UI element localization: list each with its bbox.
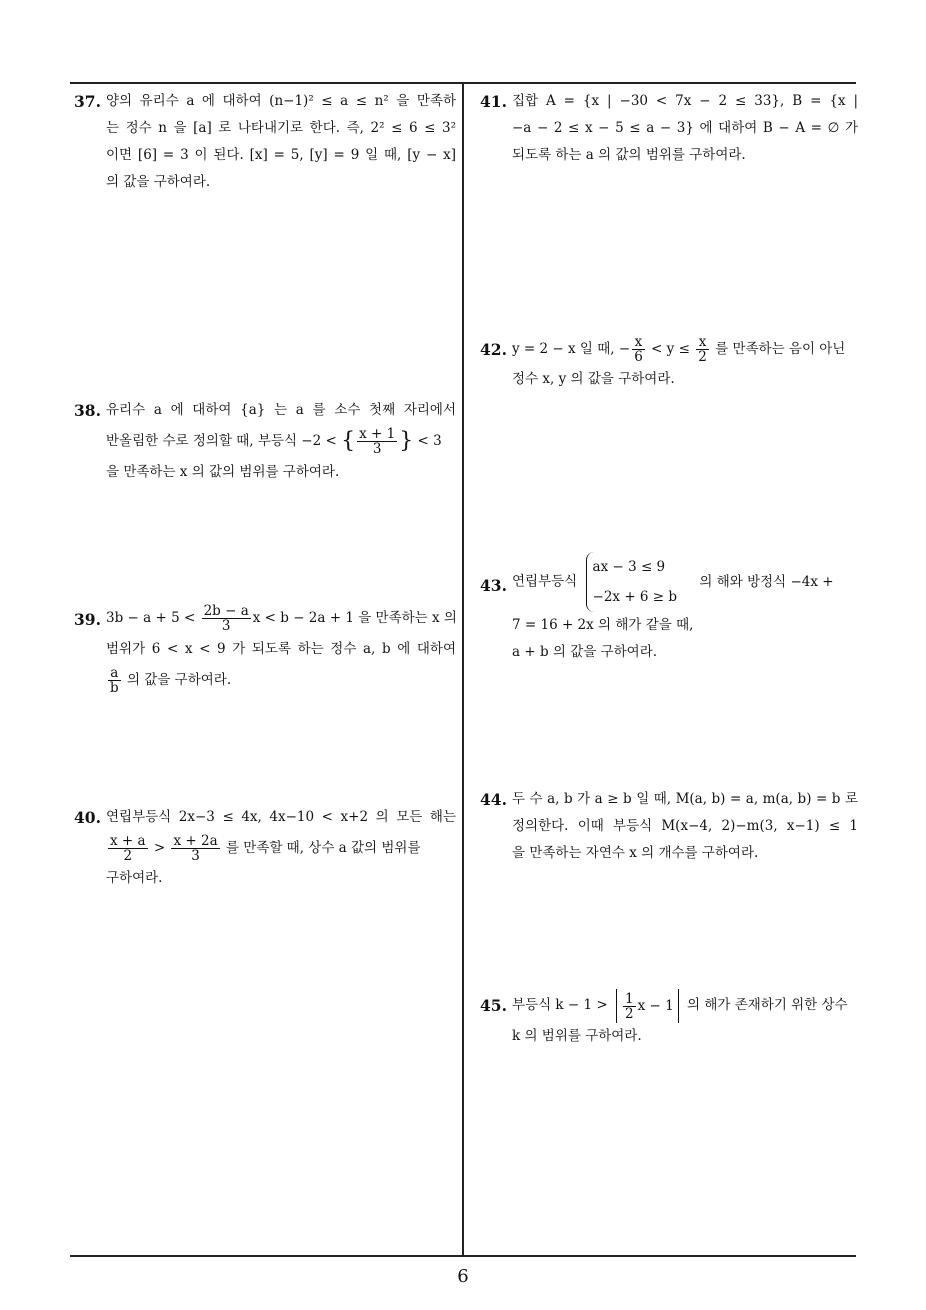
problem-text: 의 값을 구하여라.: [106, 174, 211, 190]
problem-42: [480, 332, 858, 393]
system-line: ax − 3 ≤ 9: [592, 559, 666, 575]
numerator: 1: [624, 990, 634, 1007]
fraction: [696, 335, 709, 364]
problem-text: x < b − 2a + 1 을 만족하는 x 의: [252, 610, 457, 626]
problem-text: 의 값을 구하여라.: [126, 672, 232, 688]
problem-text-with-system: [480, 552, 858, 612]
fraction: [108, 666, 121, 695]
problem-number: 38.: [74, 401, 101, 420]
problem-text-with-fraction: [74, 424, 456, 459]
problem-text: 의 해가 존재하기 위한 상수: [686, 997, 848, 1013]
problem-text: k 의 범위를 구하여라.: [512, 1027, 642, 1044]
denominator: 3: [191, 848, 200, 864]
absolute-value: [616, 989, 679, 1023]
system-line: −2x + 6 ≥ b: [592, 589, 678, 605]
denominator: b: [110, 680, 119, 696]
problem-text: 되도록 하는 a 의 값의 범위를 구하여라.: [512, 147, 746, 163]
problem-text-with-fraction: [74, 831, 456, 865]
fraction: [623, 992, 636, 1021]
problem-45: [480, 988, 858, 1050]
problem-number: 43.: [480, 576, 507, 595]
problem-text: x − 1: [637, 997, 674, 1014]
problem-text: 이면 [6] = 3 이 된다. [x] = 5, [y] = 9 일 때, [y − x]: [106, 147, 456, 163]
problem-38: [74, 397, 456, 486]
problem-text: 의 해와 방정식 −4x +: [699, 573, 834, 590]
fraction: [108, 834, 148, 863]
denominator: 2: [698, 349, 707, 365]
problem-text: 정수 x, y 의 값을 구하여라.: [512, 371, 675, 387]
page-number: 6: [457, 1266, 469, 1287]
problem-number: 44.: [480, 790, 507, 809]
problem-text: >: [153, 840, 166, 856]
numerator: x + a: [110, 833, 146, 849]
problem-text-with-fraction: [74, 663, 456, 697]
problem-text-with-fraction: [480, 332, 858, 366]
problem-text: 유리수 a 에 대하여 {a} 는 a 를 소수 첫째 자리에서: [106, 402, 456, 418]
problem-text: 연립부등식: [512, 573, 578, 590]
problem-text: 을 만족하는 자연수 x 의 개수를 구하여라.: [512, 845, 759, 861]
inequality-system: [586, 552, 678, 612]
brace-close: }: [399, 428, 414, 454]
fraction: [632, 335, 645, 364]
fraction: [357, 427, 397, 456]
denominator: 6: [634, 349, 643, 365]
problem-text: 는 정수 n 을 [a] 로 나타내기로 한다. 즉, 2² ≤ 6 ≤ 3²: [106, 120, 456, 136]
problem-text: 두 수 a, b 가 a ≥ b 일 때, M(a, b) = a, m(a, b) = b 로: [512, 791, 858, 807]
problem-number: 37.: [74, 92, 101, 111]
numerator: 2b − a: [203, 603, 249, 619]
problem-text: a + b 의 값을 구하여라.: [512, 644, 658, 660]
problem-44: [480, 786, 858, 867]
problem-text: 양의 유리수 a 에 대하여 (n−1)² ≤ a ≤ n² 을 만족하: [106, 93, 456, 109]
denominator: 3: [372, 441, 382, 457]
problem-text: 집합 A = {x | −30 < 7x − 2 ≤ 33}, B = {x |: [512, 93, 858, 109]
problem-40: [74, 804, 456, 892]
problem-text: 3b − a + 5 <: [106, 610, 196, 626]
problem-43: [480, 552, 858, 666]
numerator: x + 1: [359, 426, 396, 442]
numerator: x: [696, 335, 709, 350]
problem-number: 42.: [480, 340, 507, 359]
column-divider: [462, 82, 464, 1256]
brace-open: {: [341, 428, 356, 454]
problem-text: 범위가 6 < x < 9 가 되도록 하는 정수 a, b 에 대하여: [106, 641, 456, 657]
problem-number: 40.: [74, 808, 101, 827]
problem-text-with-fraction: [74, 600, 456, 636]
problem-text: 7 = 16 + 2x 의 해가 같을 때,: [512, 617, 694, 633]
problem-number: 41.: [480, 92, 507, 111]
problem-41: [480, 88, 858, 169]
problem-text: 를 만족할 때, 상수 a 값의 범위를: [225, 840, 421, 856]
problem-text: 구하여라.: [106, 870, 163, 886]
problem-number: 45.: [480, 996, 507, 1015]
problem-text: 를 만족하는 음이 아닌: [715, 341, 846, 357]
problem-text: 을 만족하는 x 의 값의 범위를 구하여라.: [106, 463, 340, 480]
problem-text: −a − 2 ≤ x − 5 ≤ a − 3} 에 대하여 B − A = ∅ 가: [512, 120, 858, 136]
denominator: 2: [624, 1005, 634, 1022]
problem-37: [74, 88, 456, 196]
problem-text: 연립부등식 2x−3 ≤ 4x, 4x−10 < x+2 의 모든 해는: [106, 809, 456, 825]
problem-text: < 3: [417, 433, 442, 449]
numerator: x + 2a: [173, 833, 218, 849]
bottom-rule: [70, 1255, 856, 1257]
numerator: x: [632, 335, 645, 350]
denominator: 3: [221, 618, 231, 634]
problem-39: [74, 600, 456, 697]
problem-text: y = 2 − x 일 때, −: [512, 341, 631, 357]
problem-text: < y ≤: [651, 341, 690, 357]
problem-text-with-abs: [480, 988, 858, 1023]
fraction: [202, 604, 251, 633]
denominator: 2: [123, 848, 133, 864]
numerator: a: [108, 666, 121, 681]
problem-number: 39.: [74, 610, 101, 629]
problem-text: 반올림한 수로 정의할 때, 부등식 −2 <: [106, 433, 337, 449]
problem-text: 정의한다. 이때 부등식 M(x−4, 2)−m(3, x−1) ≤ 1: [512, 818, 858, 834]
problem-text: 부등식 k − 1 >: [512, 997, 608, 1013]
fraction: [171, 834, 219, 863]
